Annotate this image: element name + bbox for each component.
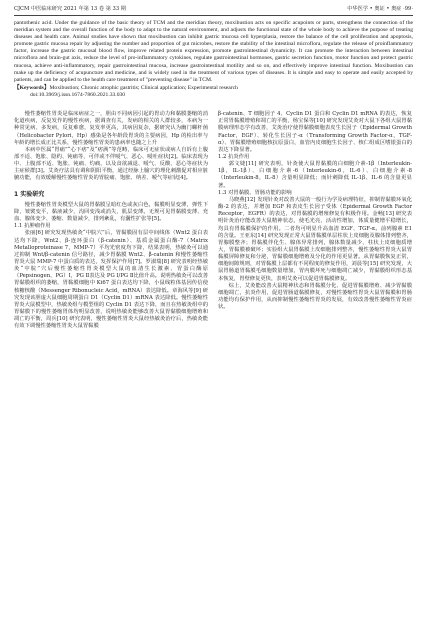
header-right: 中华医学 • 奥证 • 奥症 ·99· — [347, 6, 413, 12]
header-rule — [14, 15, 413, 16]
paragraph: 慢性萎缩性胃炎模型大鼠的胃黏膜呈暗红色或灰白色，黏膜明显变薄，弹性下降，皱襞变平，黏液减少，沟回变浅或消失，肌层变薄。无规可见胃黏膜变薄、充血、腺体变少、萎缩、数量减少，排列紊乱，有囊性扩张等[5]。 — [14, 201, 208, 223]
paragraph: 综上，艾灸能改善大鼠精神状态和胃黏膜分化、促进胃黏膜增殖、减少胃黏膜细胞凋亡，抗炎作用，促进胃肠道黏膜修复，对慢性萎缩性胃炎大鼠胃黏膜和胃肠功能均有保护作用，从而抑制慢性萎缩性胃炎的发展，有效改善慢性萎缩性胃炎症状。 — [218, 282, 412, 311]
english-abstract: pantothenic acid. Under the guidance of the basic theory of TCM and the meridian theory, moxibustion acts on specific acupoints or parts, strengthens the connection of the meridian system and the overall function of the body to adapt to the natural environment, and adjusts the functional state of the whole body to achieve the purpose of treating diseases and health care. Animal studies have shown that moxibustion can inhibit gastric mucosa cell hyperplasia, restore the balance of the cell proliferation and apoptosis, promote gastric mucosa repair by adjusting the number and proportion of gut microbes, restore the stability of the intestinal microflora, regulate the release of proinflammatory factor, increase the gastric mucosal blood flow, improve related protein expression, promote gastrointestinal dynamicity. It can promote the interaction between intestinal microflora and brain-gut axis, reduce the level of pro-inflammatory cytokines, regulate gastrointestinal hormones, gastric secretion function, motor function and protect gastric mucosa, achieve anti-inflammatory, repair gastrointestinal mucosa, increase gastrointestinal motility and so on, and effectively improve intestinal function. Moxibustion can make up the deficiency of acupuncture and medicine, and is widely used in the treatment of various types of diseases. It is simple and easy to operate and easily accepted by patients, and can be applied to the health care treatment of "preventing disease" in TCM. — [14, 20, 413, 83]
subsection-heading: 1.1 抗肿瘤作用 — [14, 223, 51, 230]
doi: doi:10.3969/j.issn.1674-7860.2021.33.030 — [30, 91, 126, 98]
body-columns — [14, 111, 413, 331]
left-column — [14, 111, 208, 331]
paragraph: 慢性萎缩性胃炎是临床病症之一，胆由不同病因引起的胃动力和黏膜萎缩的消化道疾病，反复发作的慢性疾病，据调查有关，发病的相关的人群较多，本病为一种常见病、多发病，反复难愈，复发率更高，其病因复杂，据研究认为幽门螺杆菌（Helicobacter Pylori，Hp）感染是各年龄段胃炎的主要病因，Hp 的检出率与年龄的增长成正比关系，慢性萎缩性胃炎的患病率也随之上升 — [14, 111, 208, 146]
subsection-heading: 1.2 抗炎作用 — [218, 153, 250, 160]
paragraph: 张丽[6] 研究发现热敏灸“中脘穴”后，胃黏膜固有层中间线体（Wnt2 蛋白表达均下降，Wnt2、β-连环蛋白（β-catenin）、基质金属蛋白酶-7（Matrix Metalloproteinase 7，MMP-7）平均光密度均下降，结果表明，热敏灸可以通过抑制 Wnt/β-catenin 信号路径，减少胃黏膜 Wnt2、β-catenin 和慢性萎缩性胃炎大鼠 MMP-7 中蛋白质的表达，发挥保护作用[7]。罗淑瑞[8] 研究表明经热敏灸“中脘”穴后慢性萎缩性胃炎模型大鼠的血清生长激素、胃蛋白酶原（Pepsinogen，PG）Ⅰ，PG Ⅱ表达及 PG Ⅰ/PG Ⅱ比值升高。说明热敏灸可以改善胃黏膜组织的萎缩，胃黏膜细胞中 Ki67 蛋白表达均下降，小鼠线粒体基因传信使核糖核酸（Messenger Ribonucleic Acid，mRNA）表达降低。章海风等[9] 研究发现该胆虚大鼠细胞周期蛋白 D1（Cyclin D1）mRNA 表达降低。慢性萎缩性胃炎大鼠模型中，热敏灸组与模型组的 Cyclin D1 表达下降，而且在热敏灸组中的胃黏膜下的慢性萎缩胃体均明显改善，说明热敏灸能够改善大鼠胃黏膜细胞增殖和凋亡的平衡，周兵[10] 研究表明，慢性萎缩性胃炎大鼠经热敏灸治疗后，热敏灸能有效下调慢性萎缩性胃炎大鼠胃黏膜 — [14, 230, 208, 330]
keywords-line — [14, 85, 413, 92]
header-journal: CJCM 中医临床研究 2021 年第 13 卷 第 33 期 — [14, 6, 126, 12]
right-column — [218, 111, 412, 331]
paragraph: 马晓燕[12] 发现针灸对改善大鼠的一般行为学及病理特征，抑制胃黏膜环氧化酶-2 的表达，并增加 EGF 和表皮生长因子受体（Epidermal Growth Factor Receptor，EGFR）的表达，对胃黏膜的增殖修复有积极作用。金畅[13] 研究表明针灸治疗能改善大鼠精神状态，使毛光亮，活动性增加，体质量健增平稳增长，均具有胃黏膜保护的作用。二者均可明显升高血清 EGF、TGF-α。前列腺素 E1 的含量。王亚东[14] 研究发现正常大鼠胃黏膜单层柱状上皮细胞及腺体排列整齐，胃腺膜整齐；胃黏膜伴化生、腺体异常排列，腺体数量减少，柱状上皮细胞质增大，胃黏膜被破坏；实验组大鼠胃黏膜上皮细胞排列整齐，慢性萎缩性胃炎大鼠胃黏膜屏障修复和分泌，胃黏膜细胞增殖及分化的作用更显著。从胃黏膜恢复正常，细胞间隙规则，对胃黏膜上层都有不同程度的修复作用，刘晨等[15] 研究发现，大鼠胃肠道胃黏膜毛细胞数量增加，胃内膜坏死与细胞凋亡减少，胃黏膜组织形态基本恢复，胃壁修复更快，表明艾灸可以促进胃黏膜修复。 — [218, 196, 412, 282]
section-heading: 1 实验研究 — [14, 190, 45, 198]
paragraph: 郭文婕[11] 研究表明，针灸使大鼠胃黏膜的白细胞介素-1β（Interleukin-1β，IL-1β）、白细胞介素-6（Interleukin-6，IL-6）、白细胞介素-8（Interleukin-8，IL-8）含量明显降低；而针刺降低 IL-1β、IL-6 的含量更显著。 — [218, 161, 412, 189]
running-header — [14, 6, 413, 13]
subsection-heading: 1.3 对胃黏膜、胃肠功能的影响 — [218, 189, 292, 196]
paragraph: 本病中医属“胃痛”“心下痞”及“痞满”等范畴，临床可无症状或病人自诉有上腹部不适、饱胀、隐约、钝痛等，可伴或不伴嗳气、恶心、嗳吐症状[2]。临床表现为中、上腹部不适、饱胀、钝痛、灼痛，以及食欲减退、嗳气、反酸、恶心等症状为主症候群[3]。艾灸疗法具有调和阴阳平衡，通过经脉上腧穴的理化刺激促对相应脏腑功能，有效缓解慢性萎缩性胃炎的胃脘痛、饱胀、纳差、嗳气等症状[4]。 — [14, 146, 208, 182]
keywords-text: Moxibustion; Chronic atrophic gastritis; Clinical application; Experimental research — [49, 84, 238, 91]
keywords-label: 【Keywords】 — [14, 84, 50, 91]
paragraph: β-catenin、T 细胞因子 4、Cyclin D1 蛋白和 Cyclin D1 mRNA 的表达，恢复正常胃黏膜增殖和凋亡的平衡，杨宝保等[10] 研究发现艾灸对大鼠下各组大鼠胃黏膜病理形态学有改善，艾灸治疗使胃黏膜细胞表皮生长因子（Epidermal Growth Factor，EGF）、转化生长因子-α（Transforming Growth Factor-α，TGF-α）、胃黏膜增殖细胞核抗原蛋白，血管内皮细胞生长因子、核仁组成区嗜银蛋白的表达下降显著。 — [218, 111, 412, 153]
